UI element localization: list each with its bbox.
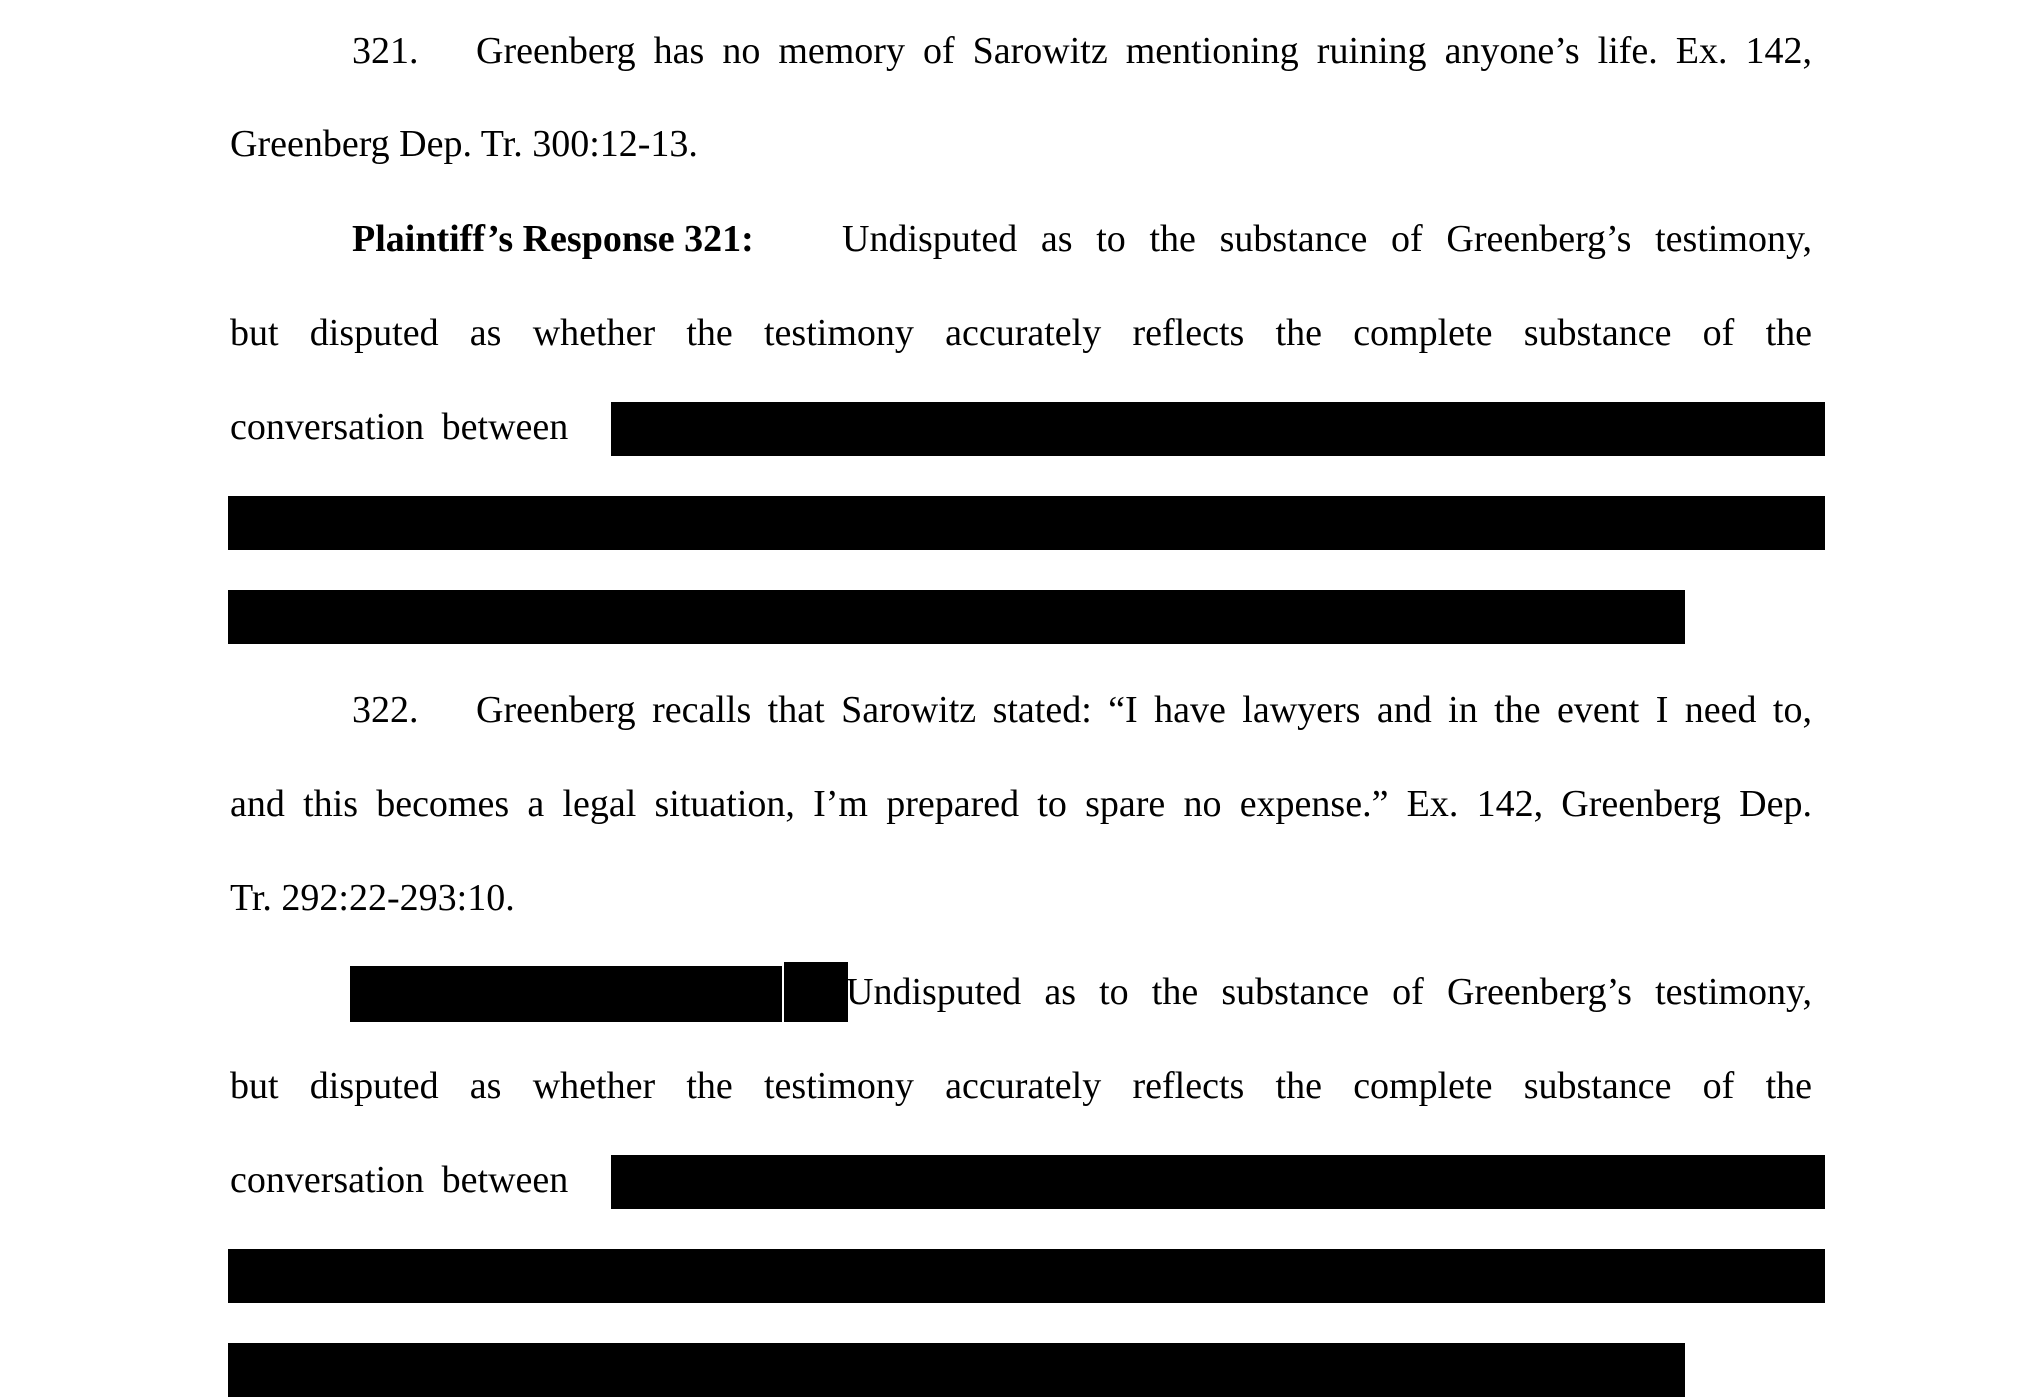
redaction-bar [350,966,782,1022]
redaction-bar [784,962,848,1022]
response-321-line-3: conversation between [230,406,569,448]
redaction-bar [228,590,1685,644]
paragraph-322-line-3: Tr. 292:22-293:10. [230,877,515,919]
paragraph-321-line-1 [352,26,1812,76]
paragraph-322-line-1 [352,685,1812,735]
redaction-bar [611,1155,1825,1209]
response-321-line-2: but disputed as whether the testimony accurately reflects the complete substance of the [230,312,1812,354]
redaction-bar [228,1343,1685,1397]
paragraph-322-text: Greenberg recalls that Sarowitz stated: “I have lawyers and in the event I need to, [476,689,1812,731]
redaction-bar [611,402,1825,456]
redaction-bar [228,1249,1825,1303]
response-322-line-3: conversation between [230,1159,569,1201]
response-321-label: Plaintiff’s Response 321: [352,218,754,260]
response-321-line-1 [352,214,1812,264]
redaction-bar [228,496,1825,550]
response-322-line-2: but disputed as whether the testimony accurately reflects the complete substance of the [230,1065,1812,1107]
paragraph-321-text: Greenberg has no memory of Sarowitz mentioning ruining anyone’s life. Ex. 142, [476,30,1812,72]
paragraph-322-number: 322. [352,689,419,731]
paragraph-321-number: 321. [352,30,419,72]
paragraph-321-line-2: Greenberg Dep. Tr. 300:12-13. [230,123,698,165]
response-322-line-1: Undisputed as to the substance of Greenberg’s testimony, [846,971,1812,1013]
response-321-text: Undisputed as to the substance of Greenberg’s testimony, [842,218,1812,260]
paragraph-322-line-2: and this becomes a legal situation, I’m prepared to spare no expense.” Ex. 142, Greenberg Dep. [230,783,1812,825]
